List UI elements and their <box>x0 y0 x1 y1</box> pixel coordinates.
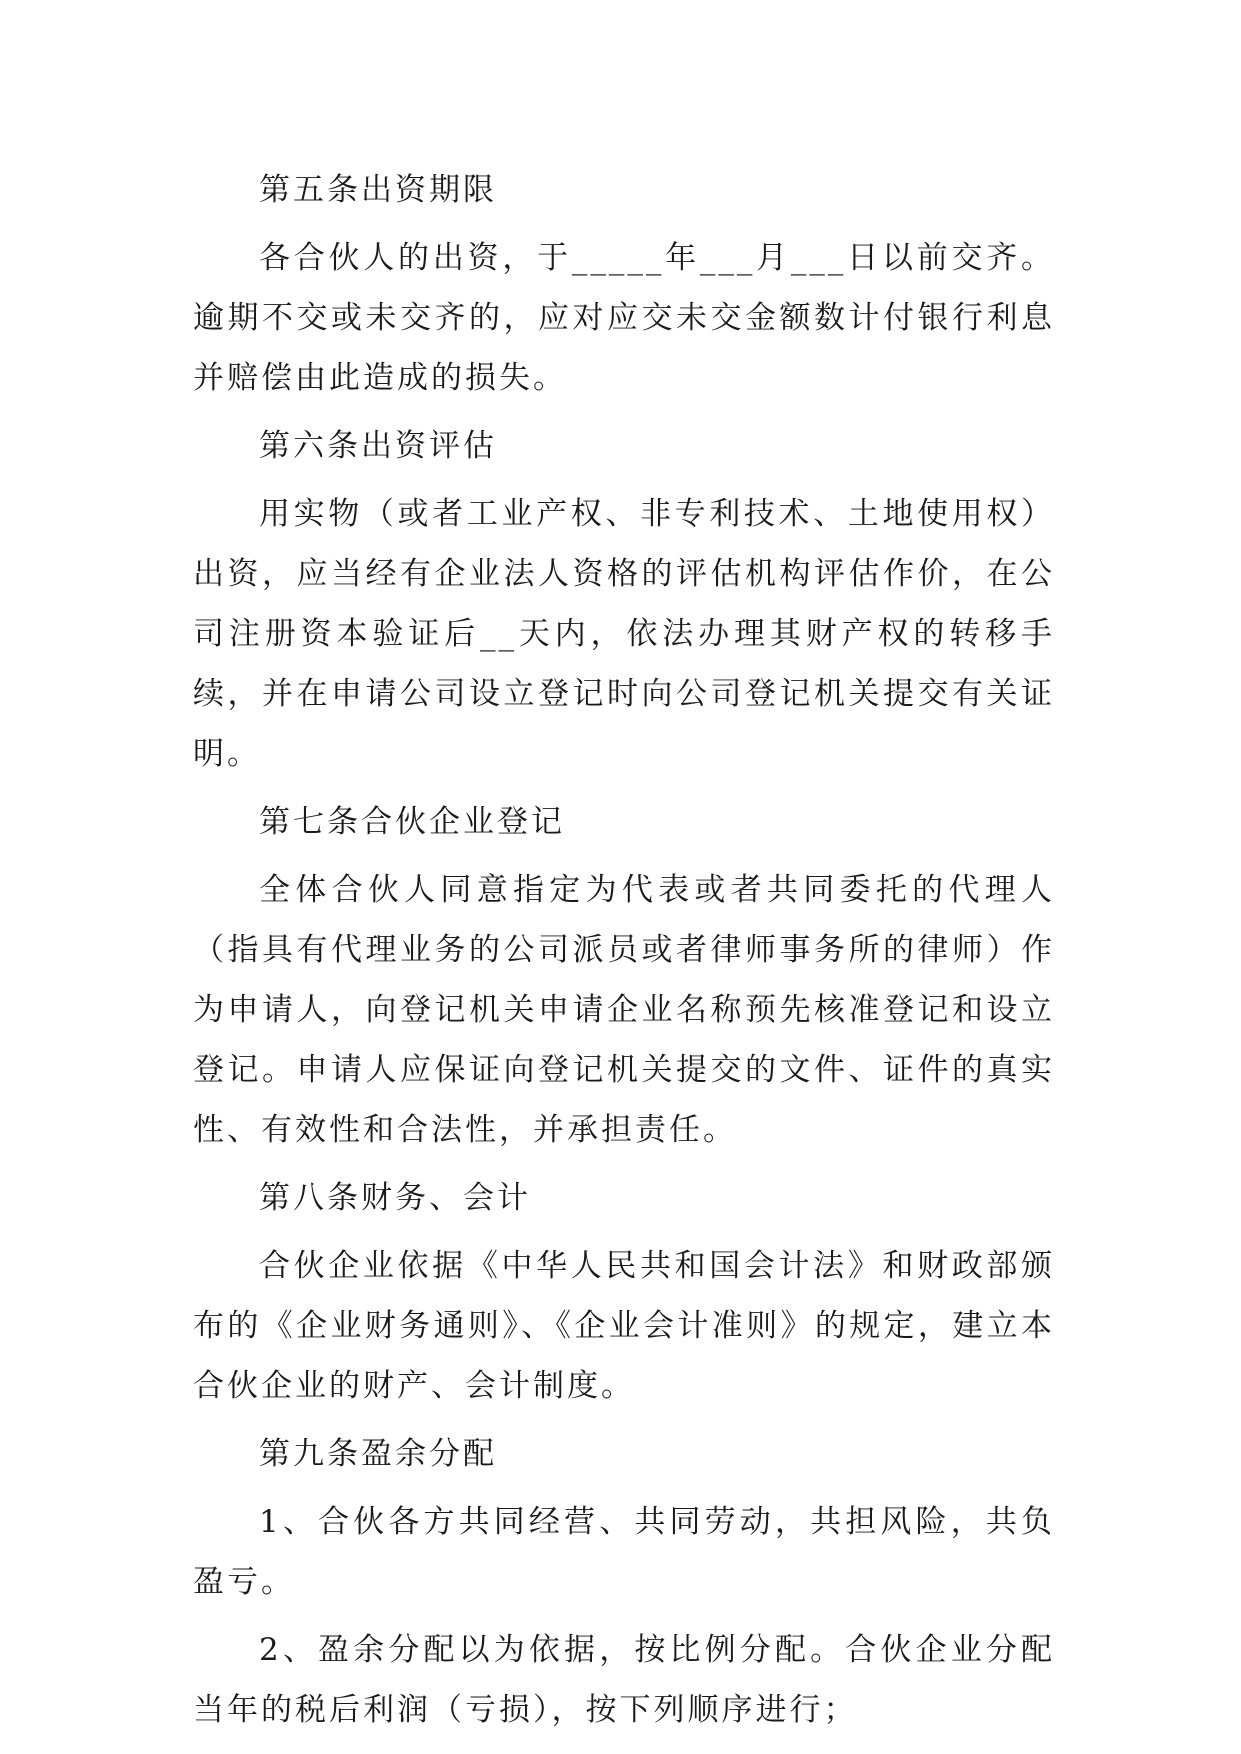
article-body-9-item-1: 1、合伙各方共同经营、共同劳动，共担风险，共负盈亏。 <box>193 1504 1055 1600</box>
article-heading-8: 第八条财务、会计 <box>259 1180 531 1216</box>
article-body-5: 各合伙人的出资，于_____年___月___日以前交齐。逾期不交或未交齐的，应对应交未交金额数计付银行利息并赔偿由此造成的损失。 <box>193 240 1055 396</box>
article-body-9-item-2: 2、盈余分配以为依据，按比例分配。合伙企业分配当年的税后利润（亏损），按下列顺序进行； <box>193 1632 1055 1728</box>
article-body-7: 全体合伙人同意指定为代表或者共同委托的代理人（指具有代理业务的公司派员或者律师事务所的律师）作为申请人，向登记机关申请企业名称预先核准登记和设立登记。申请人应保证向登记机关提交的文件、证件的真实性、有效性和合法性，并承担责任。 <box>193 872 1055 1148</box>
article-heading-5: 第五条出资期限 <box>259 172 497 208</box>
article-body-8: 合伙企业依据《中华人民共和国会计法》和财政部颁布的《企业财务通则》、《企业会计准则》的规定，建立本合伙企业的财产、会计制度。 <box>193 1248 1055 1404</box>
article-heading-6: 第六条出资评估 <box>259 428 497 464</box>
document-page <box>193 160 1055 1748</box>
article-heading-7: 第七条合伙企业登记 <box>259 804 565 840</box>
article-heading-9: 第九条盈余分配 <box>259 1436 497 1472</box>
article-body-6: 用实物（或者工业产权、非专利技术、土地使用权）出资，应当经有企业法人资格的评估机构评估作价，在公司注册资本验证后__天内，依法办理其财产权的转移手续，并在申请公司设立登记时向公司登记机关提交有关证明。 <box>193 496 1055 772</box>
